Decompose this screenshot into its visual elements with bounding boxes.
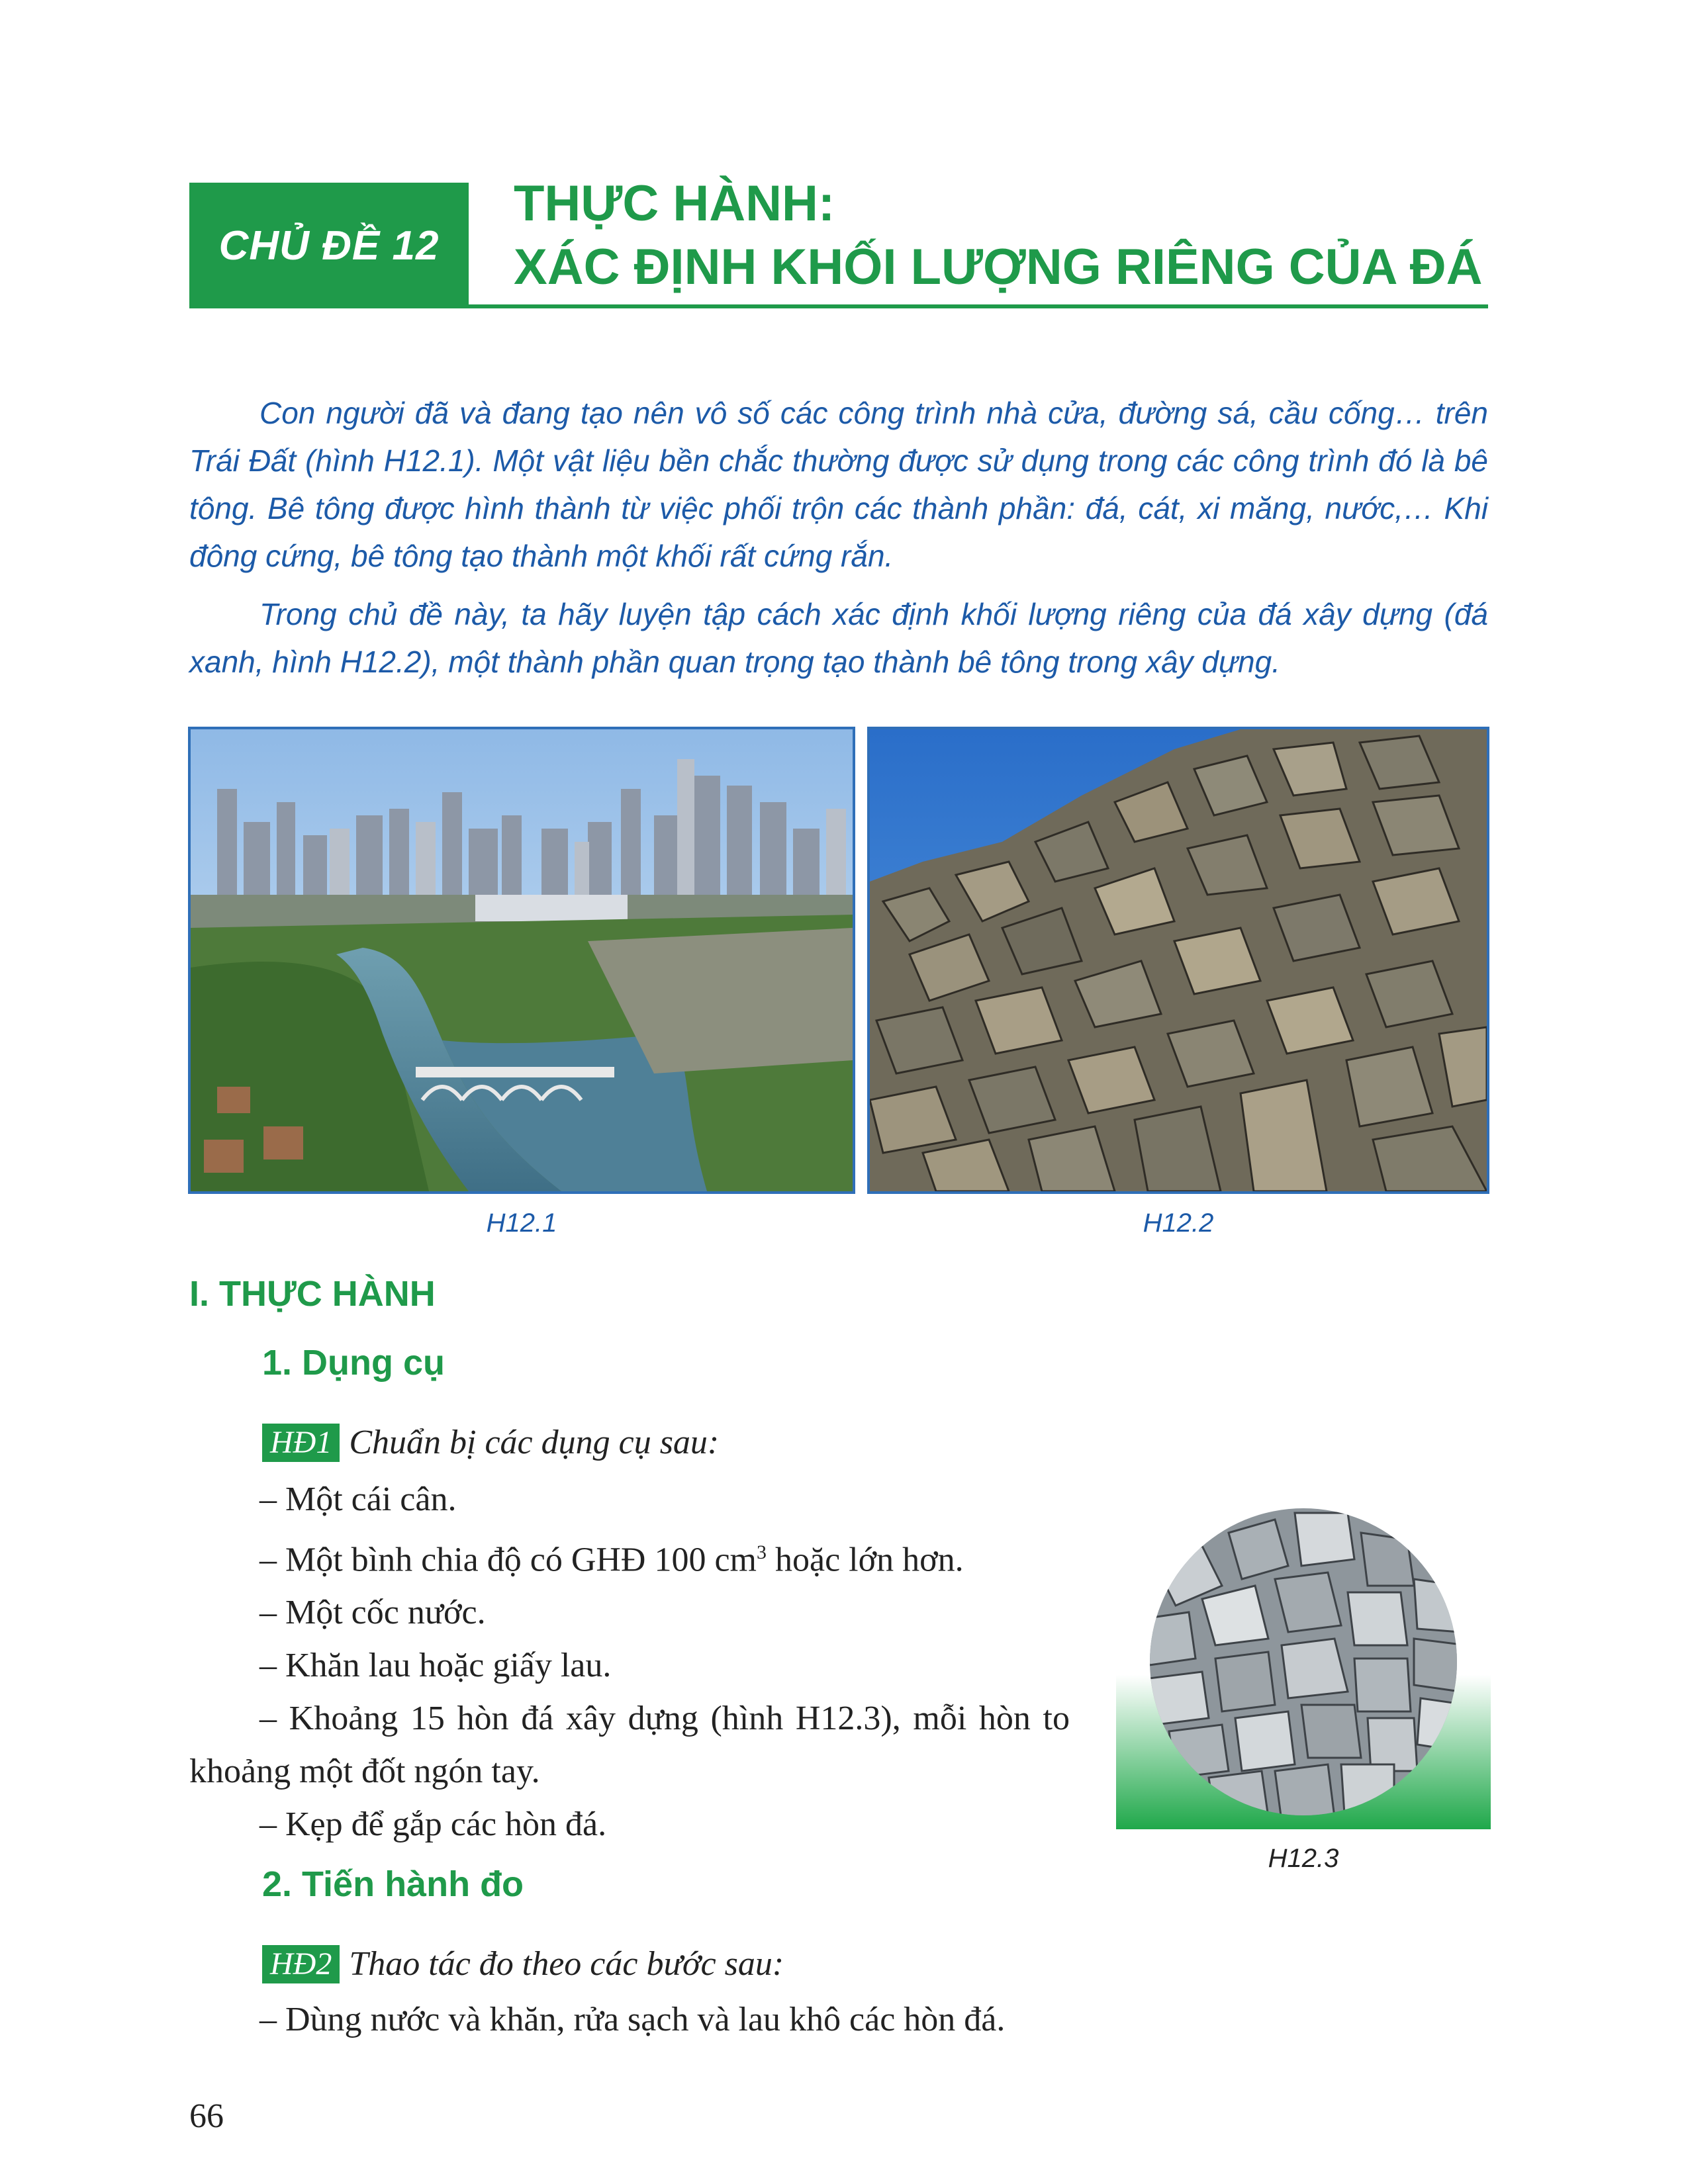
hd1-instruction: Chuẩn bị các dụng cụ sau: [349, 1424, 720, 1461]
hd1-badge: HĐ1 [262, 1424, 340, 1462]
list-item: – Một cái cân. [259, 1480, 457, 1518]
section-heading-practice: I. THỰC HÀNH [189, 1274, 436, 1314]
title-underline [469, 304, 1488, 308]
rock-pile-illustration [870, 729, 1487, 1191]
figure-caption-h12-2: H12.2 [1143, 1208, 1214, 1238]
city-illustration [191, 729, 853, 1191]
page-title-line2: XÁC ĐỊNH KHỐI LƯỢNG RIÊNG CỦA ĐÁ [514, 239, 1483, 295]
rock-pile-photo [867, 727, 1489, 1194]
figure-caption-h12-3: H12.3 [1268, 1844, 1339, 1873]
subsection-measurement: 2. Tiến hành đo [262, 1864, 524, 1904]
gravel-illustration [1116, 1486, 1491, 1829]
gravel-photo [1116, 1486, 1491, 1829]
hd2-instruction: Thao tác đo theo các bước sau: [349, 1945, 784, 1983]
page-title-line1: THỰC HÀNH: [514, 175, 835, 232]
list-item [189, 1526, 1070, 1586]
list-item: – Kẹp để gắp các hòn đá. [259, 1805, 607, 1844]
tools-list [189, 1473, 1070, 1851]
superscript-3: 3 [757, 1541, 767, 1563]
topic-label: CHỦ ĐỀ 12 [218, 222, 440, 269]
topic-label-box [189, 183, 469, 308]
activity-hd1 [262, 1423, 719, 1462]
list-item: – Một cốc nước. [259, 1594, 486, 1632]
activity-hd2 [262, 1944, 784, 1983]
list-item: – Khăn lau hoặc giấy lau. [259, 1647, 612, 1685]
measurement-step-1: – Dùng nước và khăn, rửa sạch và lau khô các hòn đá. [259, 2001, 1006, 2038]
subsection-tools: 1. Dụng cụ [262, 1343, 445, 1383]
intro-paragraph-1: Con người đã và đang tạo nên vô số các công trình nhà cửa, đường sá, cầu cống… trên Trái Đất (hình H12.1). Một vật liệu bền chắc thường được sử dụng trong các công trình đó là bê tông. Bê tông được hình thành từ việc phối trộn các thành phần: đá, cát, xi măng, nước,… Khi đông cứng, bê tông tạo thành một khối rất cứng rắn. [189, 396, 1488, 573]
list-item-text: – Một bình chia độ có GHĐ 100 cm [259, 1541, 757, 1579]
list-item-text-cont: hoặc lớn hơn. [775, 1541, 964, 1579]
hd2-badge: HĐ2 [262, 1945, 340, 1983]
figure-caption-h12-1: H12.1 [486, 1208, 557, 1238]
list-item: – Khoảng 15 hòn đá xây dựng (hình H12.3), mỗi hòn to khoảng một đốt ngón tay. [189, 1700, 1070, 1791]
city-photo [188, 727, 855, 1194]
intro-paragraph-2: Trong chủ đề này, ta hãy luyện tập cách xác định khối lượng riêng của đá xây dựng (đá xanh, hình H12.2), một thành phần quan trọng tạo thành bê tông trong xây dựng. [189, 597, 1488, 679]
page-number: 66 [189, 2097, 224, 2135]
